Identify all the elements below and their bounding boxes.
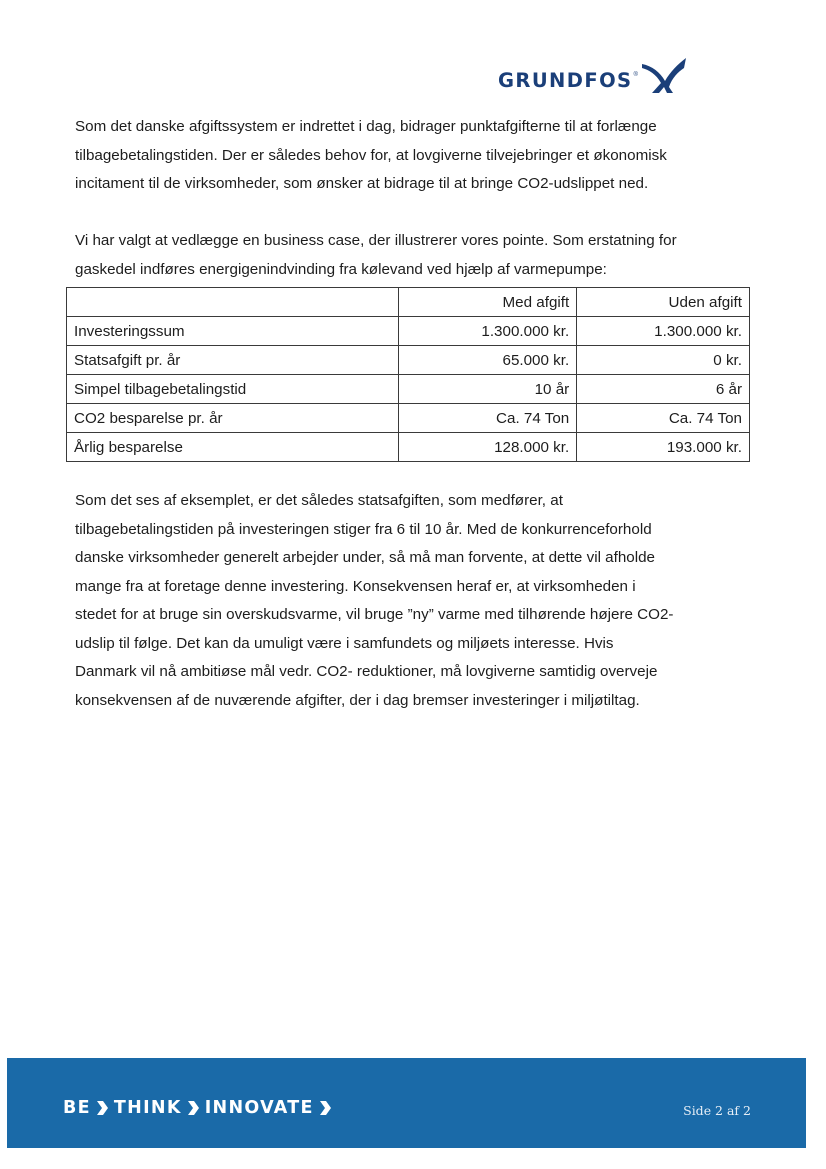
table-header-row: [67, 288, 750, 317]
table-row: [67, 404, 750, 433]
table-row: [67, 317, 750, 346]
text-line: Vi har valgt at vedlægge en business case, der illustrerer vores pointe. Som erstatning for: [75, 232, 677, 249]
logo-registered-mark: ®: [633, 72, 638, 78]
cell-with-tax: Ca. 74 Ton: [399, 404, 577, 433]
grundfos-x-icon: [640, 54, 688, 94]
cell-without-tax: 6 år: [577, 375, 750, 404]
intro-paragraph: [75, 113, 765, 199]
text-line: Som det ses af eksemplet, er det således statsafgiften, som medfører, at: [75, 492, 563, 509]
table-row: [67, 433, 750, 462]
cell-with-tax: 128.000 kr.: [399, 433, 577, 462]
text-line: Danmark vil nå ambitiøse mål vedr. CO2- reduktioner, må lovgiverne samtidig overveje: [75, 663, 658, 680]
row-label: Investeringssum: [67, 317, 399, 346]
business-case-table: [66, 287, 750, 462]
text-line: konsekvensen af de nuværende afgifter, der i dag bremser investeringer i miljøtiltag.: [75, 691, 640, 709]
cell-without-tax: 193.000 kr.: [577, 433, 750, 462]
table-header-cell: [67, 288, 399, 317]
text-line: tilbagebetalingstiden på investeringen stiger fra 6 til 10 år. Med de konkurrenceforhold: [75, 520, 652, 538]
cell-with-tax: 65.000 kr.: [399, 346, 577, 375]
table-row: [67, 375, 750, 404]
text-line: udslip til følge. Det kan da umuligt være i samfundets og miljøets interesse. Hvis: [75, 634, 614, 652]
logo-wordmark: GRUNDFOS: [498, 69, 633, 93]
row-label: Simpel tilbagebetalingstid: [67, 375, 399, 404]
cell-without-tax: 0 kr.: [577, 346, 750, 375]
cell-with-tax: 10 år: [399, 375, 577, 404]
cell-with-tax: 1.300.000 kr.: [399, 317, 577, 346]
tagline-word: THINK: [113, 1098, 182, 1118]
row-label: CO2 besparelse pr. år: [67, 404, 399, 433]
page-number: Side 2 af 2: [683, 1103, 751, 1118]
text-line: gaskedel indføres energigenindvinding fra kølevand ved hjælp af varmepumpe:: [75, 260, 607, 278]
tagline-word: INNOVATE: [204, 1098, 314, 1118]
table-row: [67, 346, 750, 375]
conclusion-paragraph: [75, 487, 765, 715]
text-line: tilbagebetalingstiden. Der er således behov for, at lovgiverne tilvejebringer et økonomisk: [75, 146, 667, 164]
table-header-cell: Med afgift: [399, 288, 577, 317]
footer-tagline: [63, 1098, 337, 1118]
tagline-word: BE: [63, 1098, 91, 1118]
grundfos-logo: [498, 50, 758, 96]
text-line: stedet for at bruge sin overskudsvarme, vil bruge ”ny” varme med tilhørende højere CO2-: [75, 606, 674, 623]
chevron-right-icon: [319, 1100, 331, 1116]
text-line: mange fra at foretage denne investering. Konsekvensen heraf er, at virksomheden i: [75, 577, 636, 595]
text-line: incitament til de virksomheder, som ønsker at bidrage til at bringe CO2-udslippet ned.: [75, 175, 649, 192]
row-label: Årlig besparelse: [67, 433, 399, 462]
cell-without-tax: Ca. 74 Ton: [577, 404, 750, 433]
chevron-right-icon: [96, 1100, 108, 1116]
chevron-right-icon: [187, 1100, 199, 1116]
footer-band: [7, 1058, 806, 1148]
cell-without-tax: 1.300.000 kr.: [577, 317, 750, 346]
table-header-cell: Uden afgift: [577, 288, 750, 317]
text-line: danske virksomheder generelt arbejder under, så må man forvente, at dette vil afholde: [75, 549, 655, 566]
text-line: Som det danske afgiftssystem er indrettet i dag, bidrager punktafgifterne til at forlænge: [75, 118, 657, 135]
row-label: Statsafgift pr. år: [67, 346, 399, 375]
business-case-paragraph: [75, 227, 765, 284]
